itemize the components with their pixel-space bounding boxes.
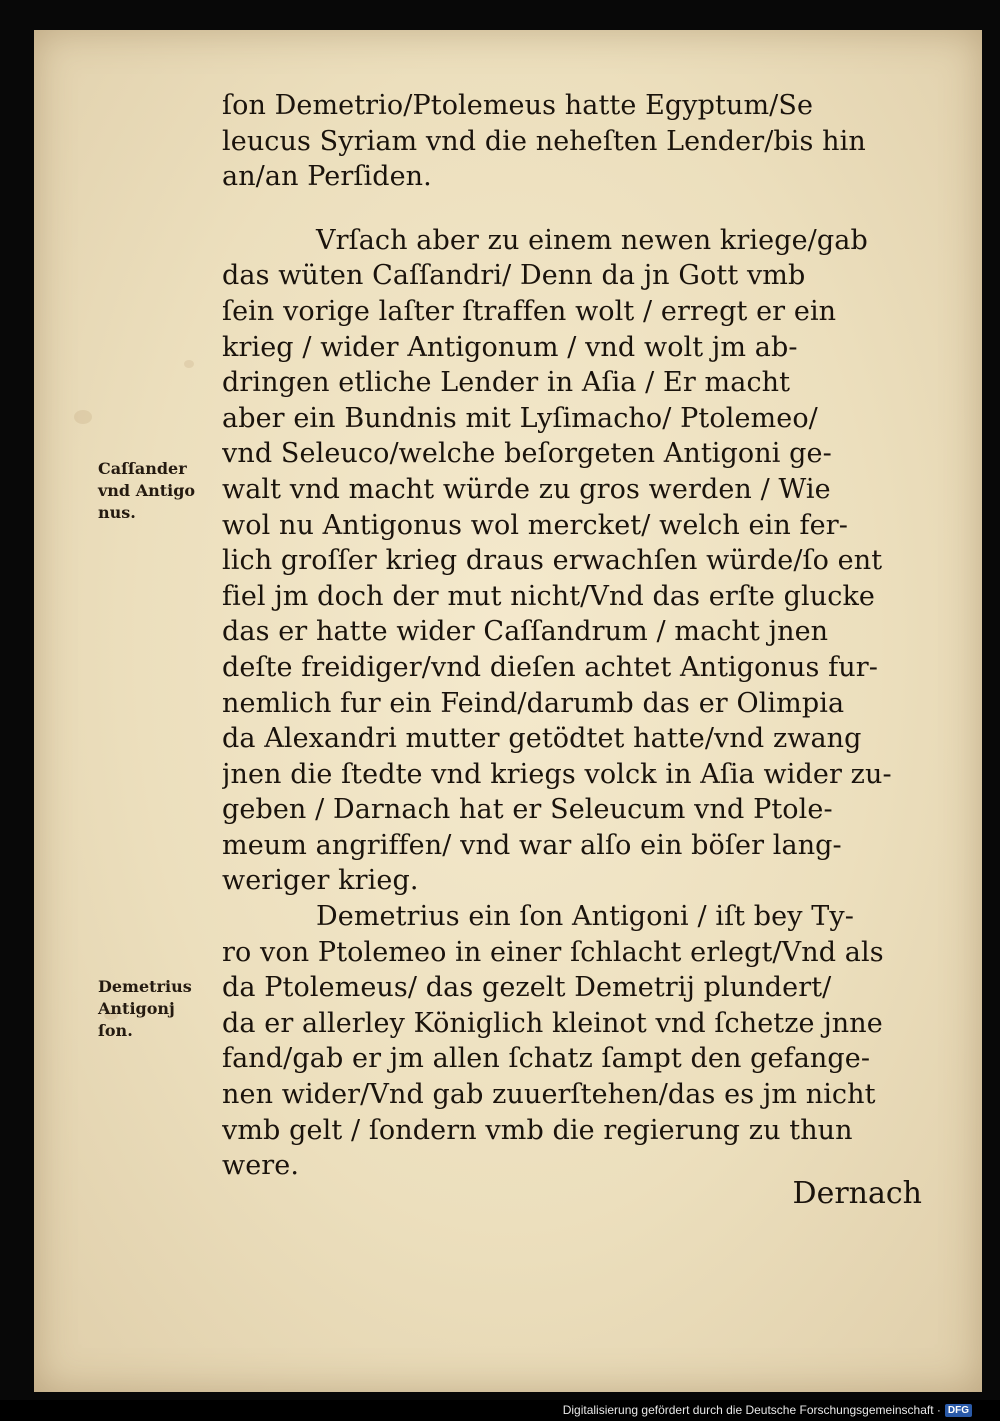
text-line: dringen etliche Lender in Aſia / Er macht xyxy=(222,367,791,399)
text-line: weriger krieg. xyxy=(222,865,419,897)
text-line: vmb gelt / ſondern vmb die regierung zu thun xyxy=(222,1114,853,1146)
catchword: Dernach xyxy=(792,1176,922,1211)
text-line: an/an Perſiden. xyxy=(222,161,432,193)
text-line: das wüten Caſſandri/ Denn da jn Gott vmb xyxy=(222,260,806,292)
text-line: geben / Darnach hat er Seleucum vnd Ptole- xyxy=(222,794,833,826)
margin-note-line: Caſſander xyxy=(98,459,187,478)
text-line: walt vnd macht würde zu gros werden / Wie xyxy=(222,473,831,505)
text-line: da er allerley Königlich kleinot vnd ſchetze jnne xyxy=(222,1007,883,1039)
body-text xyxy=(222,88,922,1184)
text-line: ſon Demetrio/Ptolemeus hatte Egyptum/Se xyxy=(222,90,814,121)
text-line: leucus Syriam vnd die neheſten Lender/bis hin xyxy=(222,125,866,157)
text-line: das er hatte wider Caſſandrum / macht jnen xyxy=(222,616,829,648)
margin-note-line: Demetrius xyxy=(98,977,192,996)
text-line: meum angriffen/ vnd war alſo ein böſer lang- xyxy=(222,829,842,861)
text-line: ſein vorige laſter ſtraffen wolt / erregt er ein xyxy=(222,295,837,327)
text-line: lich groſſer krieg draus erwachſen würde/ſo ent xyxy=(222,545,883,577)
text-line: were. xyxy=(222,1150,300,1182)
text-line: vnd Seleuco/welche beſorgeten Antigoni ge- xyxy=(222,438,832,470)
margin-note-line: vnd Antigo xyxy=(98,481,196,500)
footer-text: Digitalisierung gefördert durch die Deutsche Forschungsgemeinschaft · xyxy=(562,1403,941,1417)
text-line: wol nu Antigonus wol mercket/ welch ein fer- xyxy=(222,509,848,541)
text-line: krieg / wider Antigonum / vnd wolt jm ab- xyxy=(222,331,798,363)
margin-note-line: nus. xyxy=(98,503,136,522)
text-line: aber ein Bundnis mit Lyſimacho/ Ptolemeo/ xyxy=(222,402,818,434)
text-line: Demetrius ein ſon Antigoni / iſt bey Ty- xyxy=(316,901,854,933)
text-line: nemlich fur ein Feind/darumb das er Olimpia xyxy=(222,687,845,719)
text-line: ro von Ptolemeo in einer ſchlacht erlegt/Vnd als xyxy=(222,936,884,968)
text-line: da Ptolemeus/ das gezelt Demetrij plundert/ xyxy=(222,972,832,1004)
text-line: fiel jm doch der mut nicht/Vnd das erſte glucke xyxy=(222,580,876,612)
dfg-logo-icon: DFG xyxy=(945,1404,972,1417)
digitization-footer xyxy=(563,1403,972,1417)
text-line: jnen die ſtedte vnd kriegs volck in Aſia wider zu- xyxy=(222,758,892,790)
margin-note-line: ſon. xyxy=(98,1021,133,1040)
margin-note-line: Antigonj xyxy=(98,999,175,1018)
text-line: nen wider/Vnd gab zuuerſtehen/das es jm nicht xyxy=(222,1079,876,1111)
text-line: deſte freidiger/vnd dieſen achtet Antigonus fur- xyxy=(222,651,878,683)
text-line: Vrſach aber zu einem newen kriege/gab xyxy=(316,224,868,256)
margin-note-cassander xyxy=(98,458,228,524)
text-line: fand/gab er jm allen ſchatz ſampt den gefange- xyxy=(222,1043,871,1075)
margin-note-demetrius xyxy=(98,976,228,1042)
text-line: da Alexandri mutter getödtet hatte/vnd zwang xyxy=(222,723,862,755)
